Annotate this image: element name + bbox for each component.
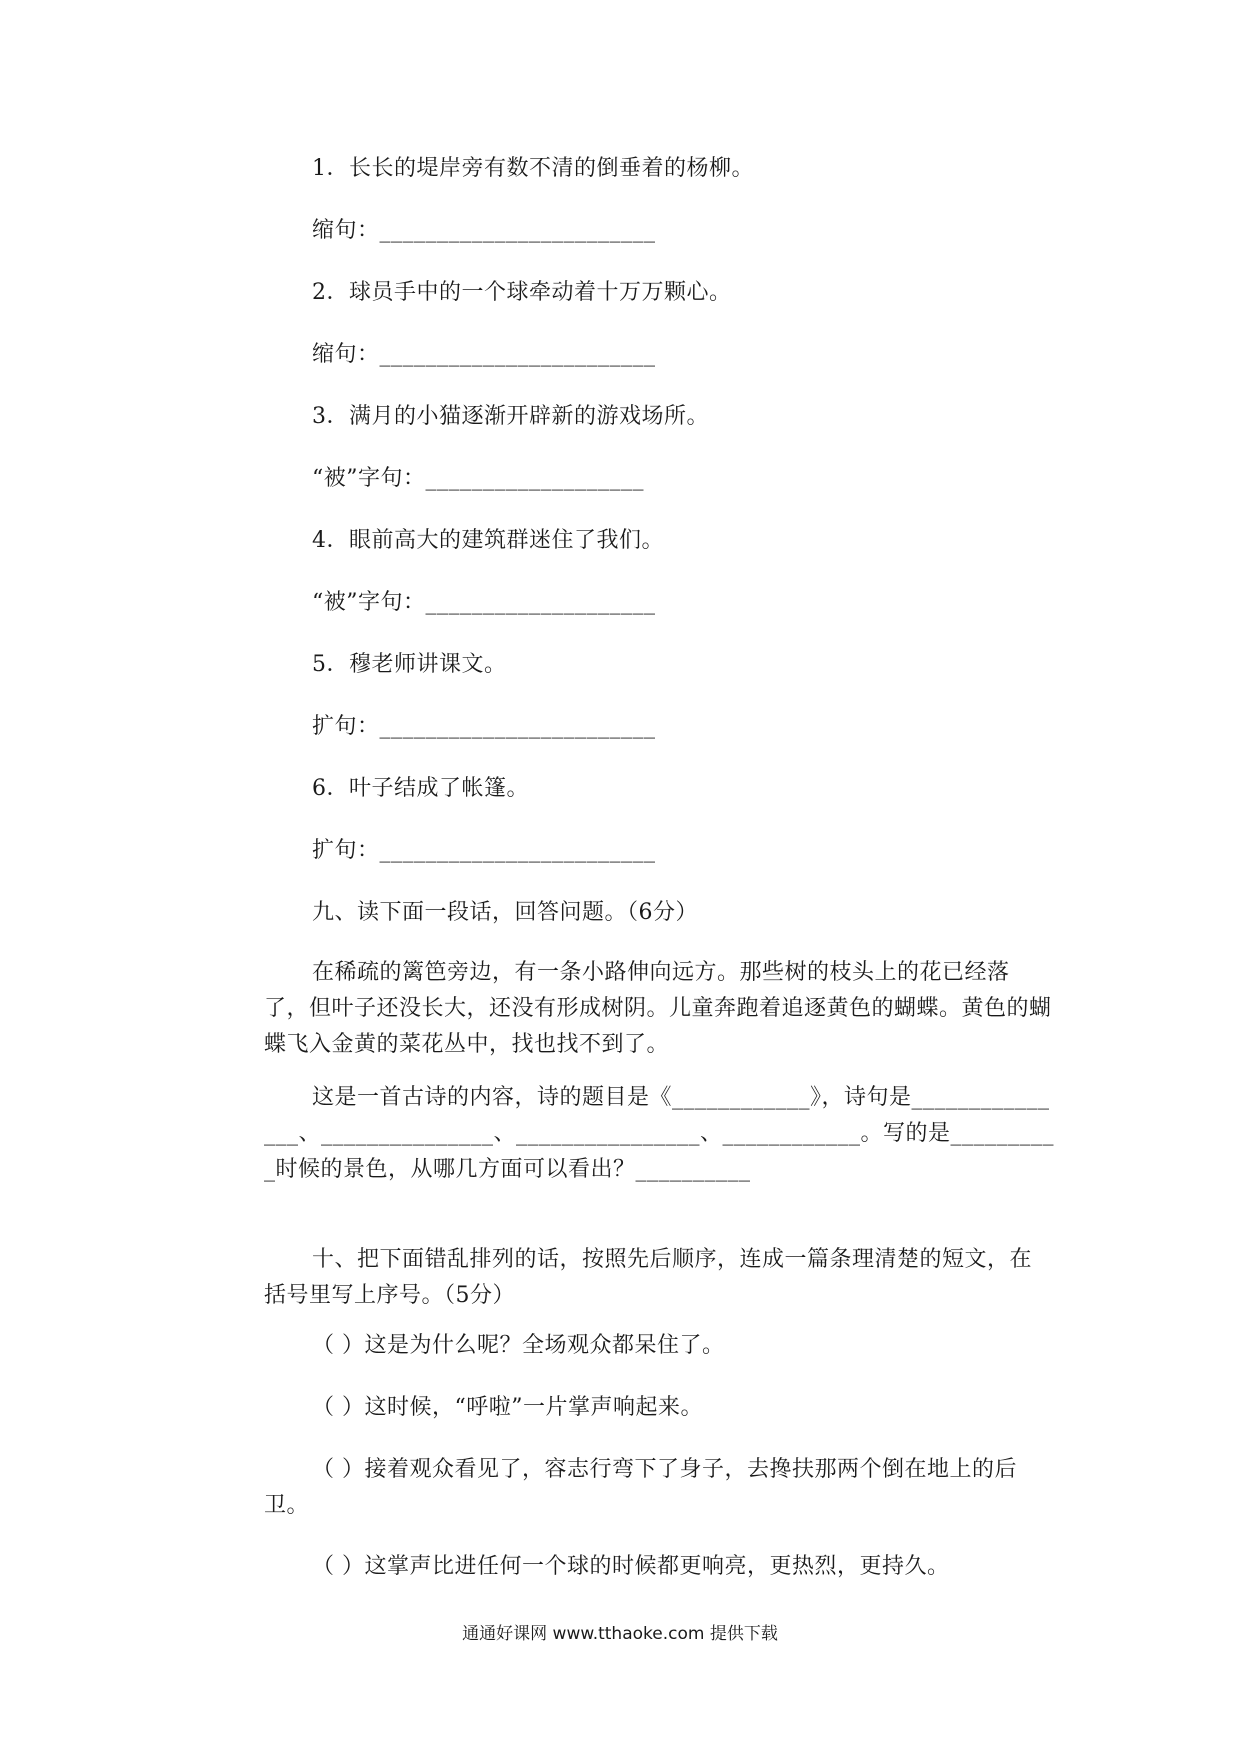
question-6-sentence: 6．叶子结成了帐篷。: [312, 776, 529, 801]
sequence-item-3: （ ）接着观众看见了，容志行弯下了身子，去搀扶那两个倒在地上的后卫。: [264, 1457, 1017, 1518]
sequence-item-2: （ ）这时候，“呼啦”一片掌声响起来。: [312, 1395, 703, 1420]
question-4-answer: “被”字句：____________________: [312, 590, 656, 615]
question-1-answer: 缩句：________________________: [312, 218, 656, 243]
question-1-sentence: 1．长长的堤岸旁有数不清的倒垂着的杨柳。: [312, 156, 754, 181]
section-9-heading: 九、读下面一段话，回答问题。（6分）: [312, 900, 698, 925]
page-footer: 通通好课网 www.tthaoke.com 提供下载: [462, 1624, 778, 1644]
question-3-answer: “被”字句：___________________: [312, 466, 644, 491]
question-6-answer: 扩句：________________________: [312, 838, 656, 863]
sequence-item-4: （ ）这掌声比进任何一个球的时候都更响亮，更热烈，更持久。: [312, 1554, 950, 1579]
sequence-item-1: （ ）这是为什么呢？全场观众都呆住了。: [312, 1333, 725, 1358]
question-3-sentence: 3．满月的小猫逐渐开辟新的游戏场所。: [312, 404, 709, 429]
section-9-passage: 在稀疏的篱笆旁边，有一条小路伸向远方。那些树的枝头上的花已经落了，但叶子还没长大，还没有形成树阴。儿童奔跑着追逐黄色的蝴蝶。黄色的蝴蝶飞入金黄的菜花丛中，找也找不到了。: [264, 960, 1052, 1057]
question-5-sentence: 5．穆老师讲课文。: [312, 652, 507, 677]
question-4-sentence: 4．眼前高大的建筑群迷住了我们。: [312, 528, 664, 553]
question-2-answer: 缩句：________________________: [312, 342, 656, 367]
section-10-heading: 十、把下面错乱排列的话，按照先后顺序，连成一篇条理清楚的短文，在括号里写上序号。（5分）: [264, 1247, 1033, 1308]
question-2-sentence: 2．球员手中的一个球牵动着十万万颗心。: [312, 280, 732, 305]
section-9-question: 这是一首古诗的内容，诗的题目是《____________》，诗句是_______________、_______________、________________、____________。写的是__________时候的景色，从哪几方面可以看出？__________: [264, 1085, 1055, 1182]
question-5-answer: 扩句：________________________: [312, 714, 656, 739]
